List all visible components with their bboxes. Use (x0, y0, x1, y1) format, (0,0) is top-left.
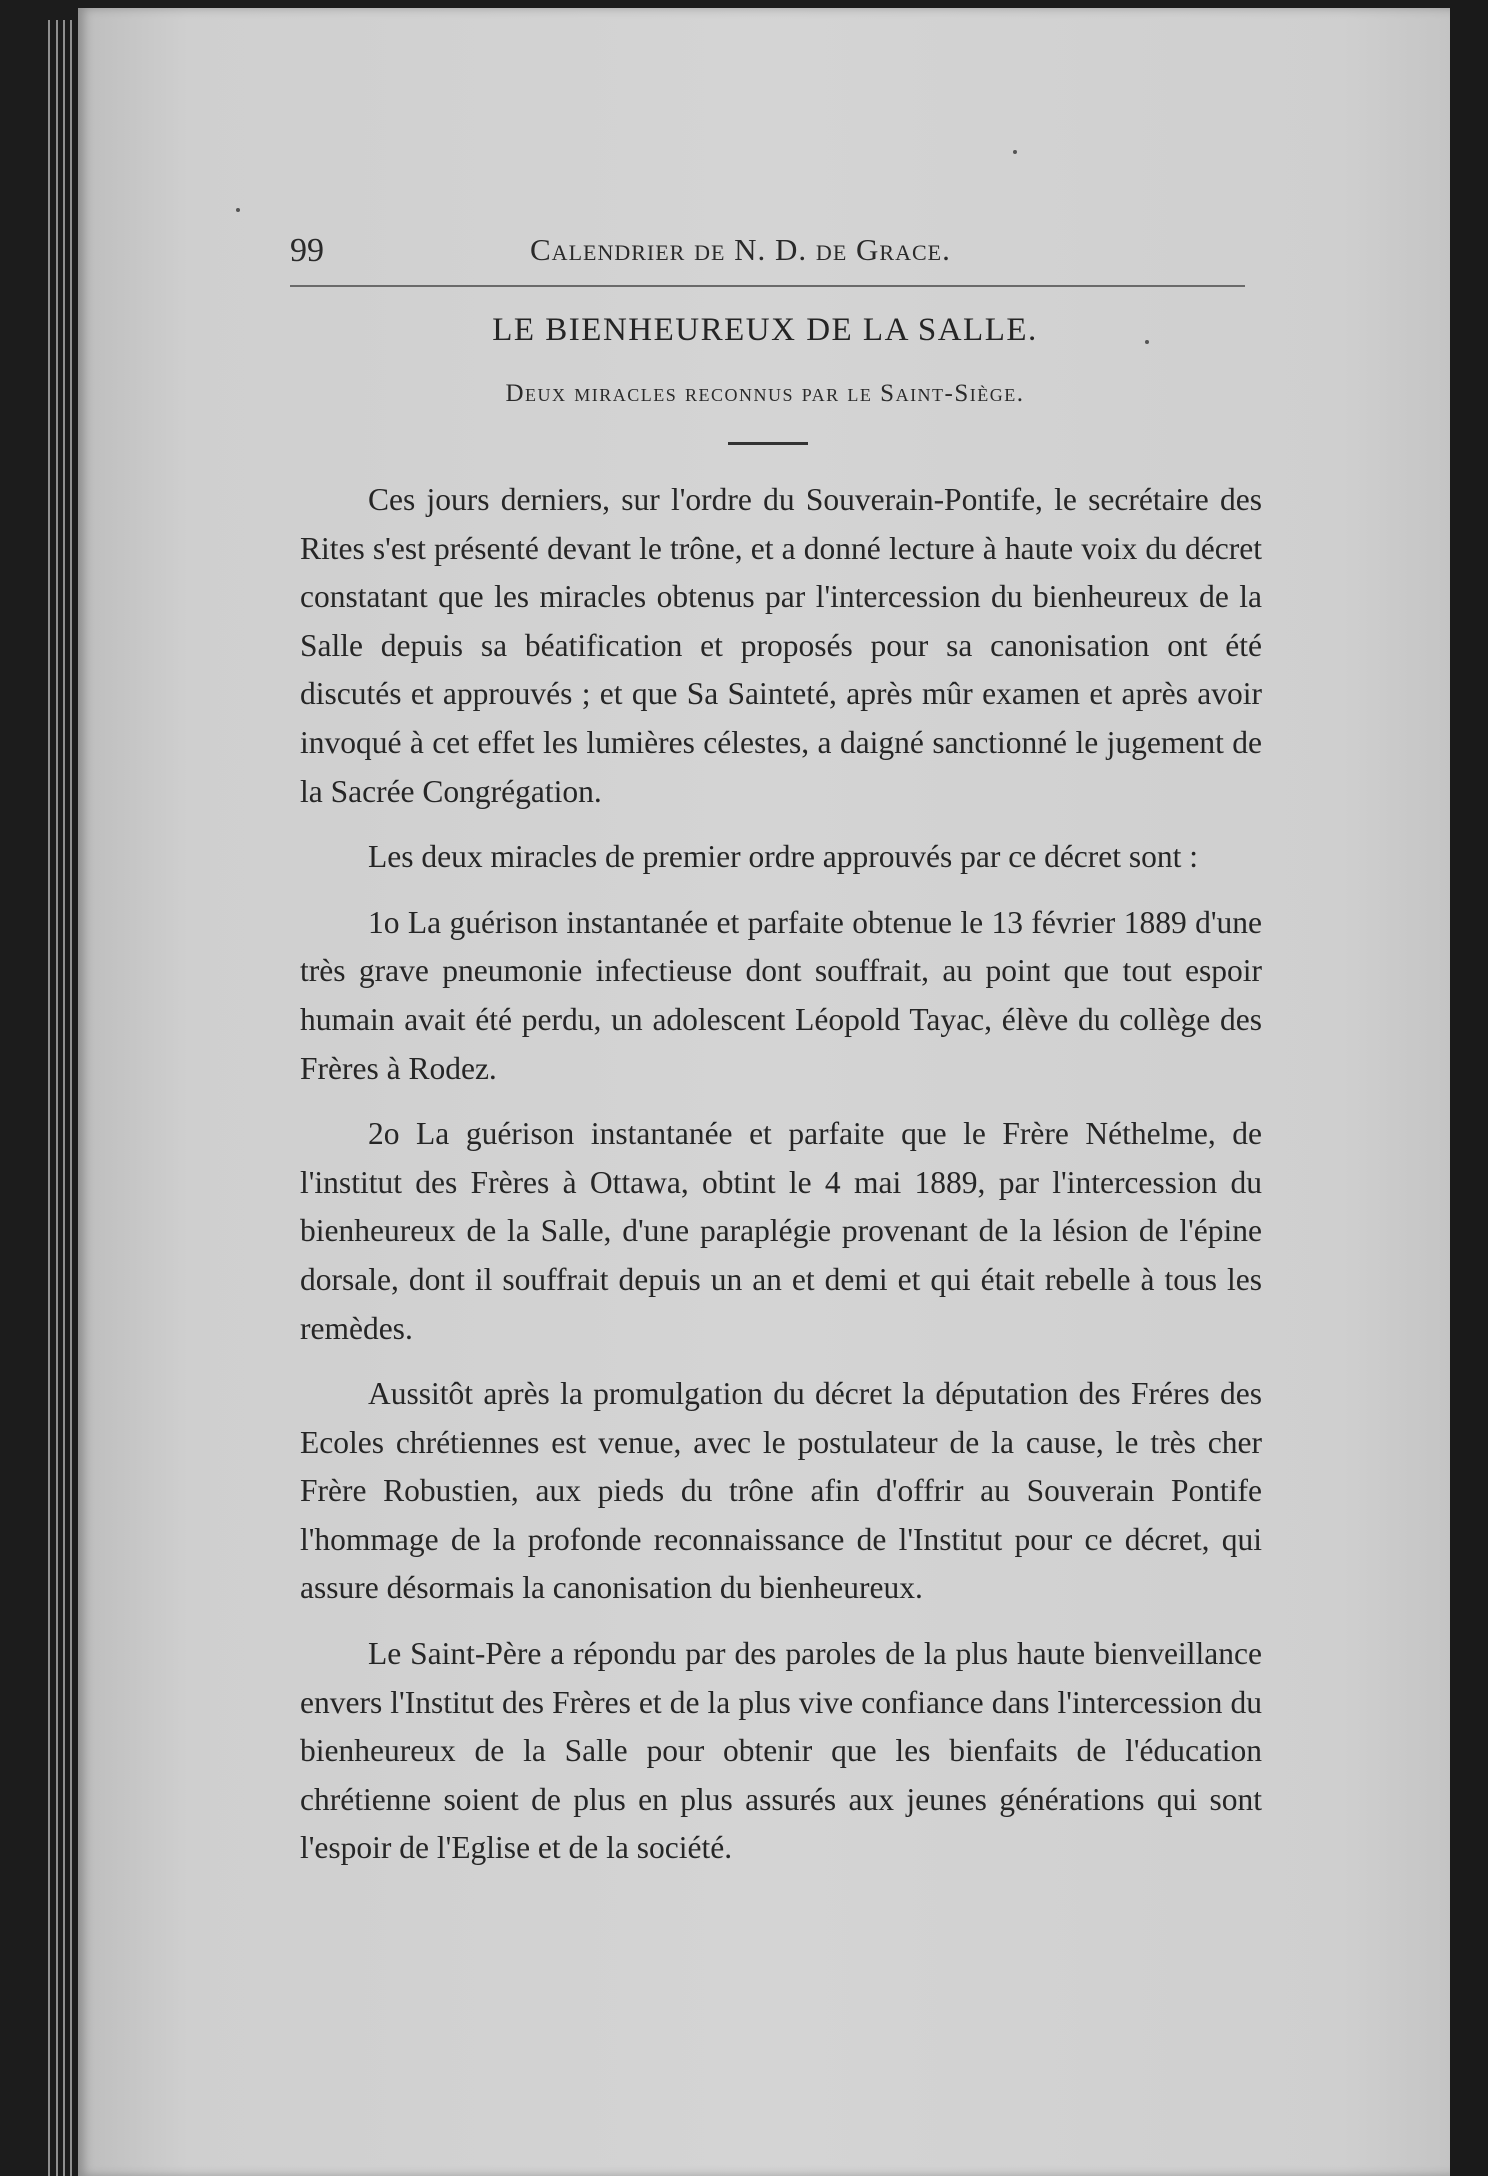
running-head: Calendrier de N. D. de Grace. (530, 232, 951, 267)
page-number: 99 (290, 232, 324, 269)
dust-speck (1013, 150, 1017, 154)
page-edge (48, 20, 50, 2176)
paragraph: Ces jours derniers, sur l'ordre du Souverain-Pontife, le secrétaire des Rites s'est présenté devant le trône, et a donné lecture à haute voix du décret constatant que les miracles obtenus par l'intercession du bienheureux de la Salle depuis sa béatification et proposés pour sa canonisation ont été discutés et approuvés ; et que Sa Sainteté, après mûr examen et après avoir invoqué à cet effet les lumières célestes, a daigné sanctionné le jugement de la Sacrée Congrégation. (300, 482, 1262, 809)
article-body (300, 476, 1262, 1890)
page-edge (56, 20, 58, 2176)
paragraph: 1o La guérison instantanée et parfaite obtenue le 13 février 1889 d'une très grave pneumonie infectieuse dont souffrait, au point que tout espoir humain avait été perdu, un adolescent Léopold Tayac, élève du collège des Frères à Rodez. (300, 904, 1262, 1086)
paragraph: 2o La guérison instantanée et parfaite que le Frère Néthelme, de l'institut des Frères à Ottawa, obtint le 4 mai 1889, par l'intercession du bienheureux de la Salle, d'une paraplégie provenant de la lésion de l'épine dorsale, dont il souffrait depuis un an et demi et qui était rebelle à tous les remèdes. (300, 1116, 1262, 1346)
page-edge (63, 20, 65, 2176)
page-edge (70, 20, 72, 2176)
paragraph: Les deux miracles de premier ordre approuvés par ce décret sont : (368, 839, 1199, 875)
paragraph: Le Saint-Père a répondu par des paroles de la plus haute bienveillance envers l'Institut des Frères et de la plus vive confiance dans l'intercession du bienheureux de la Salle pour obtenir que les bienfaits de l'éducation chrétienne soient de plus en plus assurés aux jeunes générations qui sont l'espoir de l'Eglise et de la société. (300, 1636, 1262, 1866)
title-divider (728, 442, 808, 445)
article-title: LE BIENHEUREUX DE LA SALLE. (492, 312, 1038, 348)
paragraph: Aussitôt après la promulgation du décret la députation des Fréres des Ecoles chrétiennes est venue, avec le postulateur de la cause, le très cher Frère Robustien, aux pieds du trône afin d'offrir au Souverain Pontife l'hommage de la profonde reconnaissance de l'Institut pour ce décret, qui assure désormais la canonisation du bienheureux. (300, 1376, 1262, 1606)
article-subtitle: Deux miracles reconnus par le Saint-Siège. (505, 380, 1025, 407)
header-rule (290, 285, 1245, 287)
page-header (290, 226, 1240, 276)
dust-speck (236, 208, 240, 212)
scan-border (1450, 0, 1488, 2176)
